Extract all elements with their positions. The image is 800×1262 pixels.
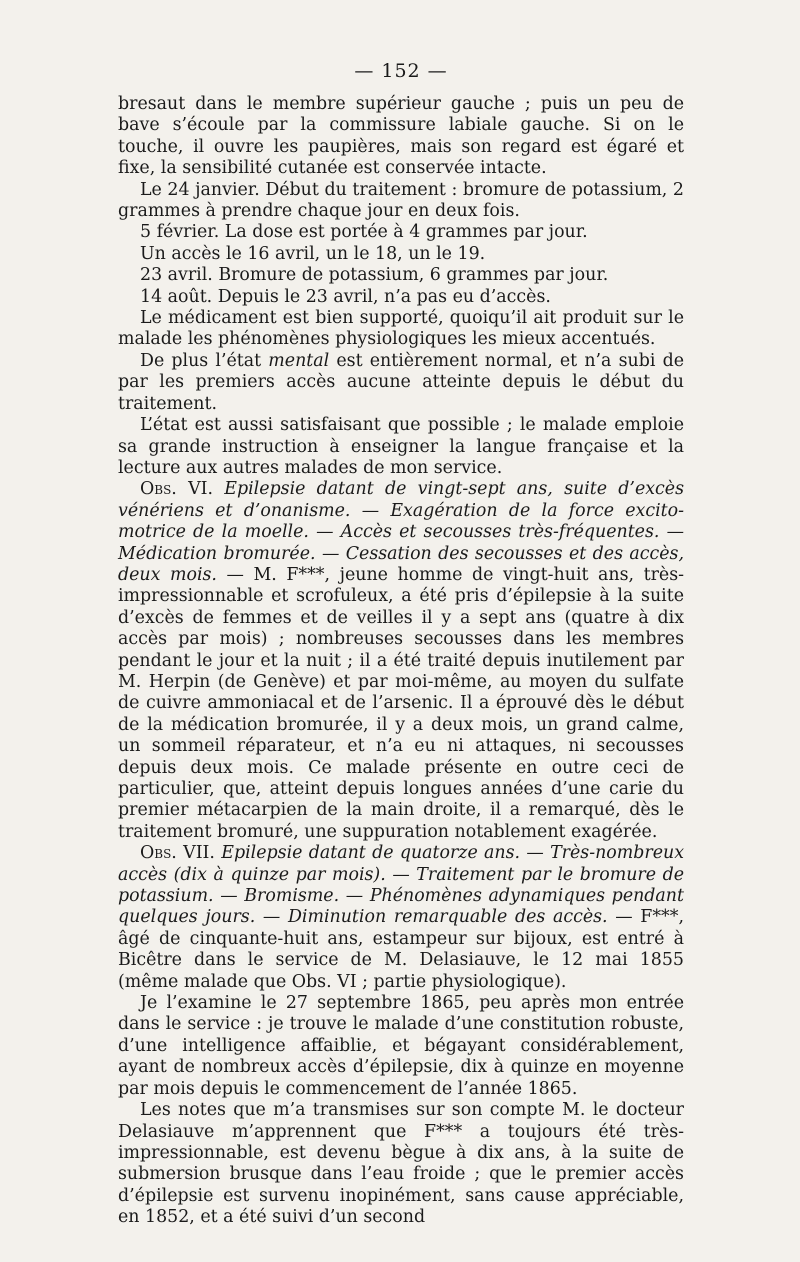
text-run: 23 avril. Bromure de potassium, 6 grammes par jour. — [140, 265, 609, 286]
book-page — [118, 58, 685, 1228]
paragraph-p2 — [118, 180, 684, 223]
paragraph-p11 — [118, 843, 684, 993]
paragraph-p5 — [118, 265, 684, 286]
text-run: 5 février. La dose est portée à 4 grammes par jour. — [140, 222, 588, 243]
paragraph-p8 — [118, 351, 684, 415]
italic-run: Epilepsie datant de quatorze ans. — Très-nombreux accès (dix à quinze par mois). — Traitement par le bromure de potassium. — Bromisme. — Phénomènes adynamiques pendant quelques jours. — Diminution remarquable des accès. — [118, 843, 684, 928]
observation-label: Obs. VII. — [140, 843, 215, 864]
paragraph-p3 — [118, 222, 684, 243]
text-run: Je l’examine le 27 septembre 1865, peu après mon entrée dans le service : je trouve le malade d’une constitution robuste, d’une intelligence affaiblie, et bégayant considérablement, ayant de nombreux accès d’épilepsie, dix à quinze en moyenne par mois depuis le commencement de l’année 1865. — [118, 993, 684, 1099]
italic-run: Epilepsie datant de vingt-sept ans, suite d’excès vénériens et d’onanisme. — Exagération de la force excito-motrice de la moelle. — Accès et secousses très-fréquentes. — Médication bromurée. — Cessation des secousses et des accès, deux mois. — [118, 479, 684, 585]
text-run: Le 24 janvier. Début du traitement : bromure de potassium, 2 grammes à prendre chaque jour en deux fois. — [118, 179, 684, 222]
text-run — [213, 479, 224, 499]
page-number: — 152 — — [354, 60, 448, 82]
paragraph-p7 — [118, 308, 684, 351]
text-run: — M. F***, jeune homme de vingt-huit ans, très-impressionnable et scrofuleux, a été pris d’épilepsie à la suite d’excès de femmes et de veilles il y a sept ans (quatre à dix accès par mois) ; nombreuses secousses dans les membres pendant le jour et la nuit ; il a été traité depuis inutilement par M. Herpin (de Genève) et par moi-même, au moyen du sulfate de cuivre ammoniacal et de l’arsenic. Il a éprouvé dès le début de la médication bromurée, il y a deux mois, un grand calme, un sommeil réparateur, et n’a eu ni attaques, ni secousses depuis deux mois. Ce malade présente en outre ceci de particulier, que, atteint depuis longues années d’une carie du premier métacarpien de la main droite, il a remarqué, dès le traitement bromuré, une suppuration notablement exagérée. — [118, 564, 685, 842]
paragraph-p6 — [118, 287, 684, 308]
text-run: 14 août. Depuis le 23 avril, n’a pas eu d’accès. — [140, 286, 551, 307]
text-run: Les notes que m’a transmises sur son compte M. le docteur Delasiauve m’apprennent que F*** a toujours été très-impressionnable, est devenu bègue à dix ans, à la suite de submersion brusque dans l’eau froide ; que le premier accès d’épilepsie est survenu inopinément, sans cause appréciable, en 1852, et a été suivi d’un second — [118, 1100, 684, 1228]
observation-label: Obs. VI. — [140, 479, 214, 500]
text-run: De plus l’état — [140, 350, 269, 371]
paragraph-p9 — [118, 415, 684, 479]
paragraph-p12 — [118, 993, 684, 1100]
text-run: Le médicament est bien supporté, quoiqu’il ait produit sur le malade les phénomènes physiologiques les mieux accentués. — [118, 308, 684, 350]
text-run: — F***, âgé de cinquante-huit ans, estampeur sur bijoux, est entré à Bicêtre dans le service de M. Delasiauve, le 12 mai 1855 (même malade que Obs. VI ; partie physiologique). — [118, 907, 684, 992]
paragraph-p10 — [118, 479, 684, 843]
text-run: Un accès le 16 avril, un le 18, un le 19. — [140, 243, 486, 264]
text-body — [118, 94, 684, 1229]
text-run: bresaut dans le membre supérieur gauche ; puis un peu de bave s’écoule par la commissure labiale gauche. Si on le touche, il ouvre les paupières, mais son regard est égaré et fixe, la sensibilité cutanée est conservée intacte. — [118, 94, 684, 179]
text-run: L’état est aussi satisfaisant que possible ; le malade emploie sa grande instruction à enseigner la langue française et la lecture aux autres malades de mon service. — [118, 415, 684, 478]
italic-run: mental — [268, 350, 330, 371]
paragraph-p1 — [118, 94, 684, 180]
paragraph-p13 — [118, 1100, 684, 1228]
text-run: est entièrement normal, et n’a subi de par les premiers accès aucune atteinte depuis le début du traitement. — [118, 350, 684, 414]
paragraph-p4 — [118, 244, 684, 265]
